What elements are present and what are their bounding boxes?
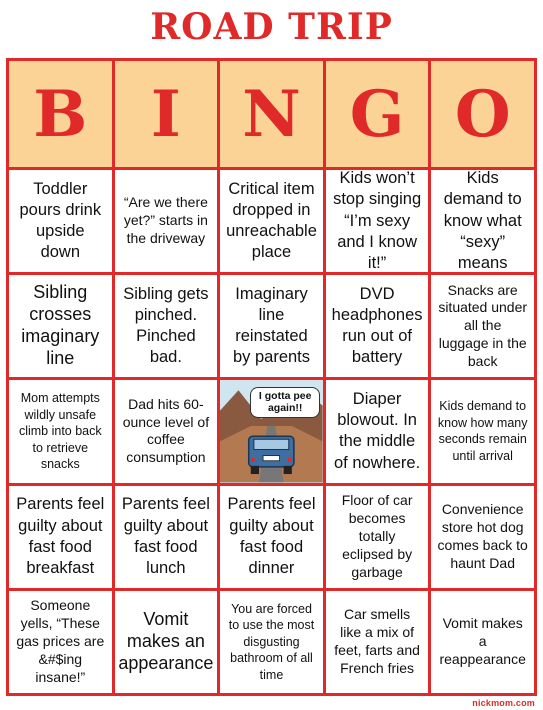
bingo-cell[interactable]: DVD headphones run out of battery <box>326 275 429 377</box>
bingo-cell[interactable]: Toddler pours drink upside down <box>9 170 112 272</box>
bingo-cell[interactable]: Vomit makes a reappearance <box>431 591 534 693</box>
bingo-cell[interactable]: Mom attempts wildly unsafe climb into back to retrieve snacks <box>9 380 112 482</box>
header-cell-o <box>431 61 534 167</box>
bingo-cell[interactable]: Snacks are situated under all the luggage in the back <box>431 275 534 377</box>
free-space-cell[interactable] <box>220 380 323 482</box>
bingo-cell[interactable]: Kids demand to know how many seconds remain until arrival <box>431 380 534 482</box>
bingo-cell[interactable]: Sibling gets pinched. Pinched bad. <box>115 275 218 377</box>
bingo-cell[interactable]: Sibling crosses imaginary line <box>9 275 112 377</box>
bingo-cell[interactable]: Vomit makes an appearance <box>115 591 218 693</box>
page-title: ROAD TRIP <box>150 6 393 48</box>
nickmom-logo: nickmom.com <box>472 698 535 708</box>
header-cell-i <box>115 61 218 167</box>
bingo-cell[interactable]: Parents feel guilty about fast food breakfast <box>9 486 112 588</box>
bingo-cell[interactable]: Kids won’t stop singing “I’m sexy and I know it!” <box>326 170 429 272</box>
bingo-cell[interactable]: Convenience store hot dog comes back to haunt Dad <box>431 486 534 588</box>
header-cell-b <box>9 61 112 167</box>
bingo-cell[interactable]: Parents feel guilty about fast food lunch <box>115 486 218 588</box>
header-letter: N <box>242 76 301 152</box>
bingo-cell[interactable]: Parents feel guilty about fast food dinner <box>220 486 323 588</box>
bingo-cell[interactable]: Critical item dropped in unreachable place <box>220 170 323 272</box>
bingo-cell[interactable]: Someone yells, “These gas prices are &#$ing insane!” <box>9 591 112 693</box>
header-letter: O <box>454 76 511 152</box>
bingo-cell[interactable]: Dad hits 60-ounce level of coffee consumption <box>115 380 218 482</box>
header-cell-g <box>326 61 429 167</box>
bingo-board <box>6 58 537 696</box>
speech-bubble: I gotta pee again!! <box>250 387 320 417</box>
header-cell-n <box>220 61 323 167</box>
header-letter: I <box>150 76 181 152</box>
bingo-cell[interactable]: Diaper blowout. In the middle of nowhere. <box>326 380 429 482</box>
bingo-cell[interactable]: “Are we there yet?” starts in the driveway <box>115 170 218 272</box>
bingo-cell[interactable]: Car smells like a mix of feet, farts and French fries <box>326 591 429 693</box>
bingo-cell[interactable]: Floor of car becomes totally eclipsed by garbage <box>326 486 429 588</box>
bingo-cell[interactable]: Kids demand to know what “sexy” means <box>431 170 534 272</box>
bingo-cell[interactable]: Imaginary line reinstated by parents <box>220 275 323 377</box>
bingo-cell[interactable]: You are forced to use the most disgusting bathroom of all time <box>220 591 323 693</box>
header-letter: B <box>33 76 88 152</box>
header-letter: G <box>349 76 405 152</box>
